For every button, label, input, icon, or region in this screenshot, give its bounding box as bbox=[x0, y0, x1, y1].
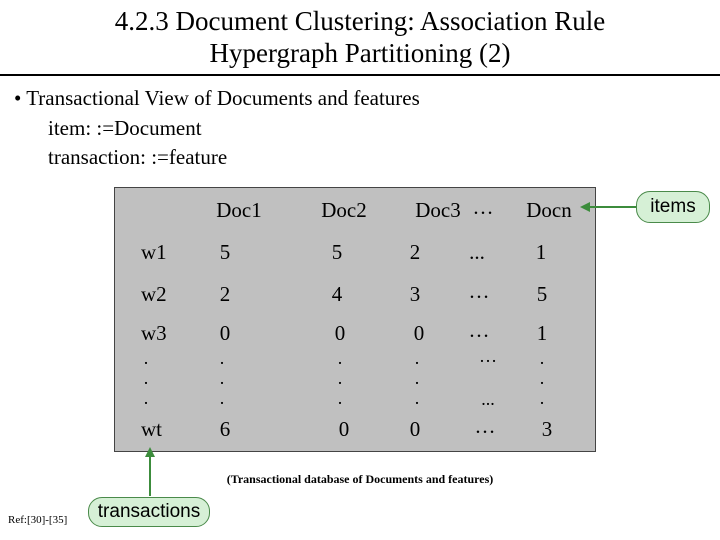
vertical-dot: . bbox=[414, 388, 420, 408]
vertical-dot: . bbox=[143, 388, 149, 408]
row-label-w3: w3 bbox=[141, 321, 167, 345]
vertical-dot: . bbox=[219, 348, 225, 368]
table-cell: 5 bbox=[219, 240, 231, 264]
vertical-dot: . bbox=[337, 348, 343, 368]
header-doc3: Doc3 bbox=[415, 198, 461, 222]
table-cell: 5 bbox=[536, 282, 548, 306]
row-label-w2: w2 bbox=[141, 282, 167, 306]
table-cell: 4 bbox=[331, 282, 343, 306]
table-cell: … bbox=[474, 414, 496, 438]
item-definition: item: :=Document bbox=[48, 116, 202, 140]
bullet-transactional-view: • Transactional View of Documents and features bbox=[14, 86, 420, 110]
table-cell: 0 bbox=[338, 417, 350, 441]
vertical-dot: . bbox=[414, 368, 420, 388]
table-cell: 2 bbox=[219, 282, 231, 306]
vertical-dot: . bbox=[539, 368, 545, 388]
slide-title-line-1: 4.2.3 Document Clustering: Association Rule bbox=[114, 6, 606, 36]
table-cell: 0 bbox=[219, 321, 231, 345]
table-cell: 3 bbox=[409, 282, 421, 306]
transaction-definition: transaction: :=feature bbox=[48, 145, 228, 169]
transactions-callout: transactions bbox=[88, 497, 210, 527]
vertical-dot: . bbox=[337, 388, 343, 408]
table-caption: (Transactional database of Documents and features) bbox=[226, 472, 494, 486]
header-doc1: Doc1 bbox=[216, 198, 262, 222]
row-label-w1: w1 bbox=[141, 240, 167, 264]
header-ellipsis: … bbox=[472, 195, 494, 219]
table-cell: 1 bbox=[536, 321, 548, 345]
table-cell: 0 bbox=[413, 321, 425, 345]
table-cell: 3 bbox=[541, 417, 553, 441]
ellipsis-mark: ... bbox=[481, 389, 495, 409]
ellipsis-mark: … bbox=[479, 346, 497, 366]
vertical-dot: . bbox=[414, 348, 420, 368]
header-doc2: Doc2 bbox=[321, 198, 367, 222]
vertical-dot: . bbox=[539, 388, 545, 408]
vertical-dot: . bbox=[539, 348, 545, 368]
items-callout: items bbox=[636, 191, 710, 223]
vertical-dot: . bbox=[219, 388, 225, 408]
table-cell: 2 bbox=[409, 240, 421, 264]
table-cell: 6 bbox=[219, 417, 231, 441]
table-cell: … bbox=[468, 318, 490, 342]
table-cell: 5 bbox=[331, 240, 343, 264]
header-docn: Docn bbox=[526, 198, 572, 222]
vertical-dot: . bbox=[143, 368, 149, 388]
table-cell: ... bbox=[469, 240, 485, 264]
reference-note: Ref:[30]-[35] bbox=[8, 514, 68, 526]
vertical-dot: . bbox=[337, 368, 343, 388]
table-cell: 0 bbox=[334, 321, 346, 345]
table-cell: … bbox=[468, 279, 490, 303]
vertical-dot: . bbox=[143, 348, 149, 368]
table-cell: 0 bbox=[409, 417, 421, 441]
row-label-wt: wt bbox=[141, 417, 162, 441]
vertical-dot: . bbox=[219, 368, 225, 388]
table-cell: 1 bbox=[535, 240, 547, 264]
slide-title-line-2: Hypergraph Partitioning (2) bbox=[209, 38, 511, 68]
